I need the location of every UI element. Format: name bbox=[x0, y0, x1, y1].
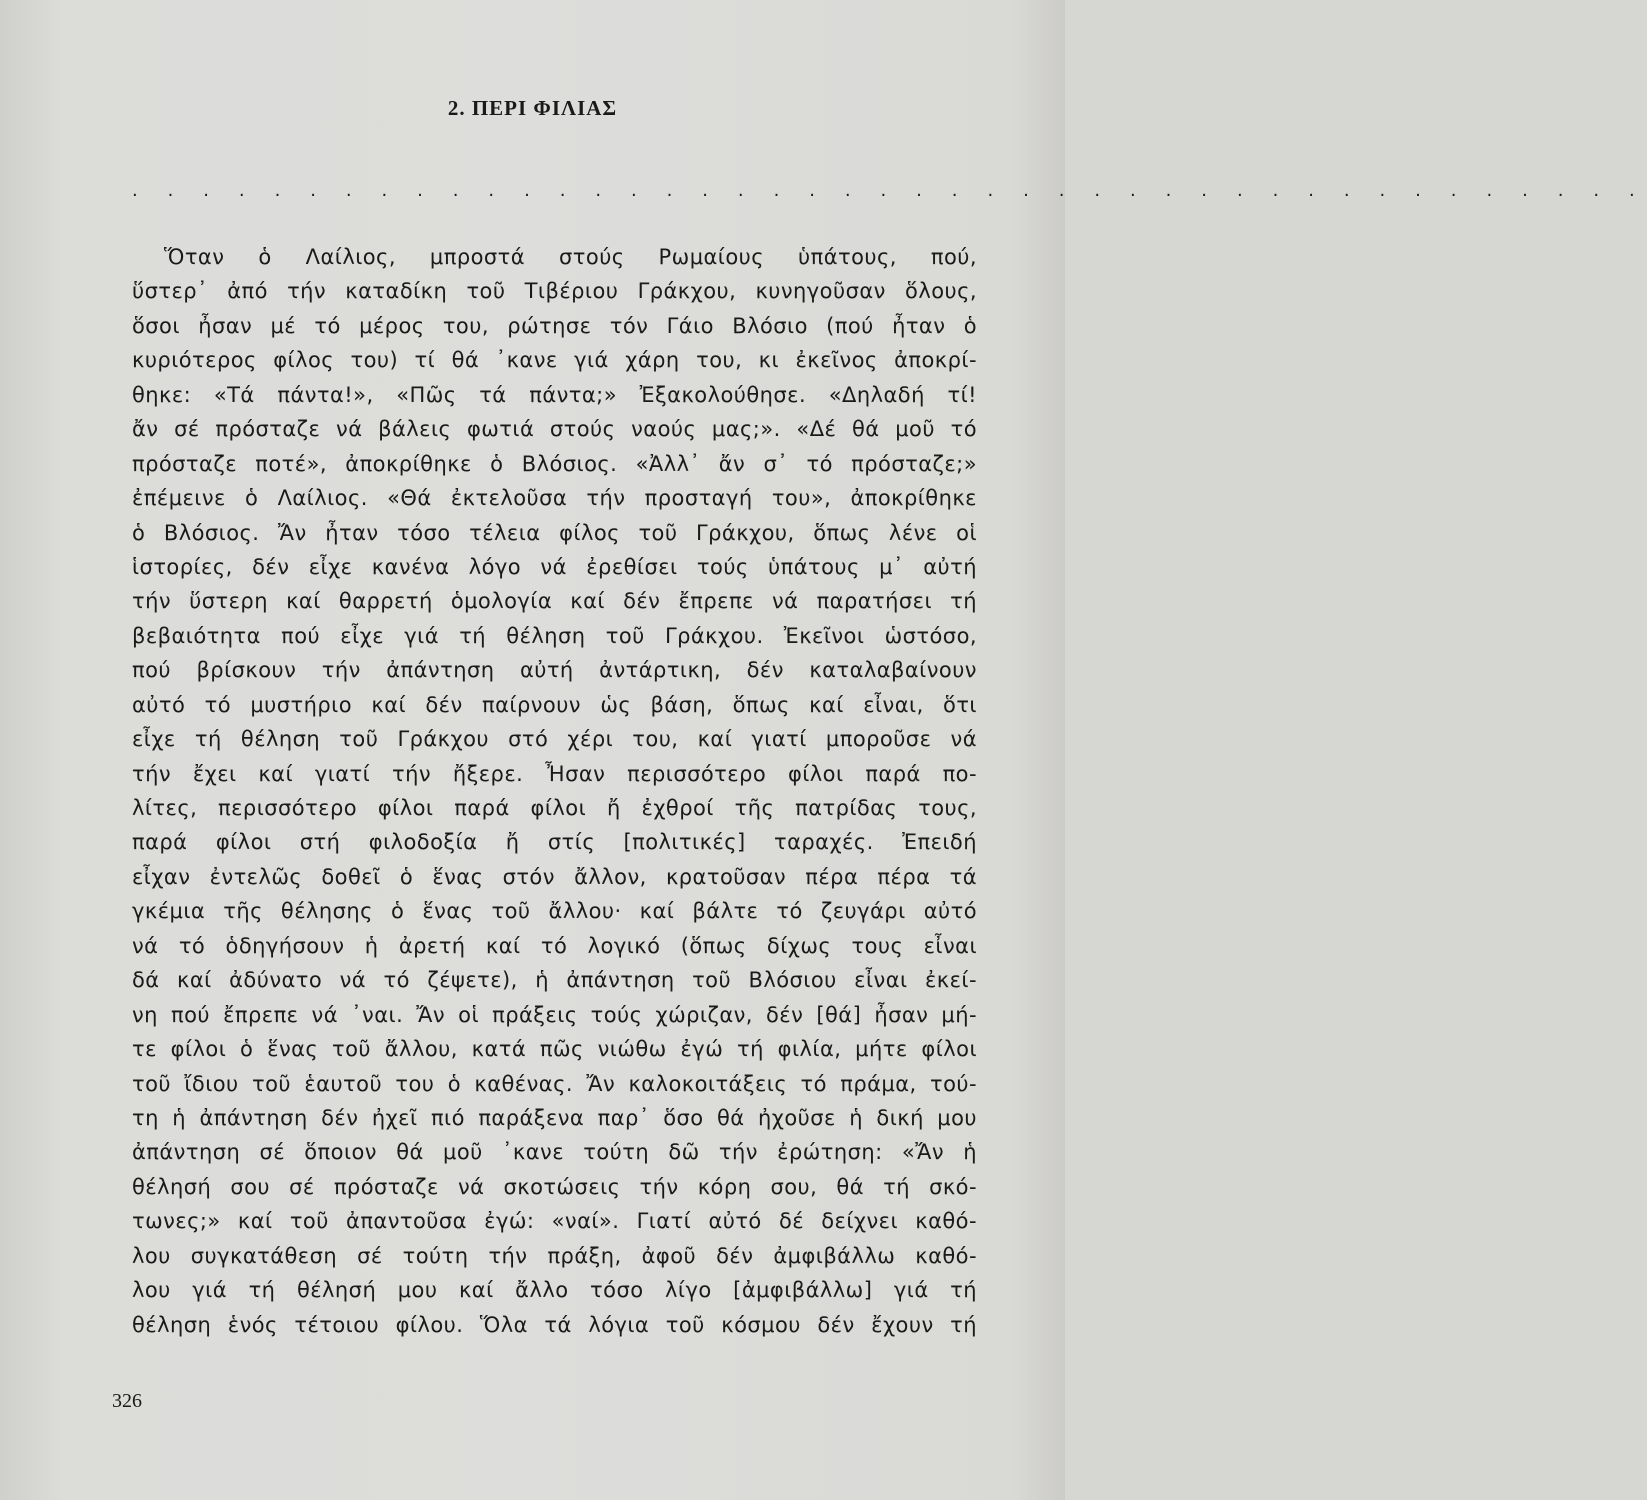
text-line: αὐτό τό μυστήριο καί δέν παίρνουν ὡς βάση, ὅπως καί εἶναι, ὅτι bbox=[132, 692, 977, 717]
text-line: ὕστερ᾽ ἀπό τήν καταδίκη τοῦ Τιβέριου Γράκχου, κυνηγοῦσαν ὅλους, bbox=[132, 279, 977, 304]
text-line: τήν ὕστερη καί θαρρετή ὁμολογία καί δέν ἔπρεπε νά παρατήσει τή bbox=[132, 589, 977, 614]
text-line: τη ἡ ἀπάντηση δέν ἠχεῖ πιό παράξενα παρ᾽ ὅσο θά ἠχοῦσε ἡ δική μου bbox=[132, 1105, 977, 1130]
text-line: βεβαιότητα πού εἶχε γιά τή θέληση τοῦ Γράκχου. Ἐκεῖνοι ὡστόσο, bbox=[132, 623, 977, 648]
text-line: πού βρίσκουν τήν ἀπάντηση αὐτή ἀντάρτικη, δέν καταλαβαίνουν bbox=[132, 658, 977, 683]
text-line: τήν ἔχει καί γιατί τήν ἤξερε. Ἦσαν περισσότερο φίλοι παρά πο- bbox=[132, 761, 977, 786]
text-line: παρά φίλοι στή φιλοδοξία ἤ στίς [πολιτικές] ταραχές. Ἐπειδή bbox=[132, 830, 977, 855]
text-line: λίτες, περισσότερο φίλοι παρά φίλοι ἤ ἐχθροί τῆς πατρίδας τους, bbox=[132, 796, 977, 820]
text-line: ἱστορίες, δέν εἶχε κανένα λόγο νά ἐρεθίσει τούς ὑπάτους μ᾽ αὐτή bbox=[132, 554, 977, 579]
text-line: θέληση ἑνός τέτοιου φίλου. Ὅλα τά λόγια τοῦ κόσμου δέν ἔχουν τή bbox=[132, 1312, 977, 1337]
text-line: πρόσταζε ποτέ», ἀποκρίθηκε ὁ Βλόσιος. «Ἀλλ᾽ ἄν σ᾽ τό πρόσταζε;» bbox=[132, 451, 977, 476]
text-line: τε φίλοι ὁ ἕνας τοῦ ἄλλου, κατά πῶς νιώθω ἐγώ τή φιλία, μήτε φίλοι bbox=[132, 1037, 977, 1062]
text-line: λου γιά τή θέλησή μου καί ἄλλο τόσο λίγο [ἀμφιβάλλω] γιά τή bbox=[132, 1278, 977, 1303]
text-line: ὁ Βλόσιος. Ἄν ἦταν τόσο τέλεια φίλος τοῦ Γράκχου, ὅπως λένε οἱ bbox=[132, 520, 977, 545]
text-line: δά καί ἀδύνατο νά τό ζέψετε), ἡ ἀπάντηση τοῦ Βλόσιου εἶναι ἐκεί- bbox=[132, 968, 977, 993]
text-line: ἐπέμεινε ὁ Λαίλιος. «Θά ἐκτελοῦσα τήν προσταγή του», ἀποκρίθηκε bbox=[132, 486, 977, 511]
text-line: Ὅταν ὁ Λαίλιος, μπροστά στούς Ρωμαίους ὑπάτους, πού, bbox=[164, 245, 977, 269]
text-line: ἄν σέ πρόσταζε νά βάλεις φωτιά στούς ναούς μας;». «Δέ θά μοῦ τό bbox=[132, 417, 977, 442]
page-number: 326 bbox=[112, 1390, 142, 1412]
text-line: γκέμια τῆς θέλησης ὁ ἕνας τοῦ ἄλλου· καί βάλτε τό ζευγάρι αὐτό bbox=[132, 899, 977, 924]
text-line: τοῦ ἴδιου τοῦ ἑαυτοῦ του ὁ καθένας. Ἄν καλοκοιτάξεις τό πράμα, τού- bbox=[132, 1071, 977, 1096]
text-line: τωνες;» καί τοῦ ἀπαντοῦσα ἐγώ: «ναί». Γιατί αὐτό δέ δείχνει καθό- bbox=[132, 1209, 977, 1234]
text-line: θηκε: «Τά πάντα!», «Πῶς τά πάντα;» Ἐξακολούθησε. «Δηλαδή τί! bbox=[132, 382, 977, 407]
ellipsis-separator: · · · · · · · · · · · · · · · · · · · · · · · · · · · · · · · · · · · · · · · · · · · bbox=[132, 185, 1647, 206]
text-line: εἶχαν ἐντελῶς δοθεῖ ὁ ἕνας στόν ἄλλον, κρατοῦσαν πέρα πέρα τά bbox=[132, 864, 977, 889]
text-line: ὅσοι ἦσαν μέ τό μέρος του, ρώτησε τόν Γάιο Βλόσιο (πού ἦταν ὁ bbox=[132, 313, 977, 338]
text-line: θέλησή σου σέ πρόσταζε νά σκοτώσεις τήν κόρη σου, θά τή σκό- bbox=[132, 1174, 977, 1199]
text-line: ἀπάντηση σέ ὅποιον θά μοῦ ᾽κανε τούτη δῶ τήν ἐρώτηση: «Ἄν ἡ bbox=[132, 1140, 977, 1165]
text-line: νη πού ἔπρεπε νά ᾽ναι. Ἄν οἱ πράξεις τούς χώριζαν, δέν [θά] ἦσαν μή- bbox=[132, 1002, 977, 1027]
text-line: λου συγκατάθεση σέ τούτη τήν πράξη, ἀφοῦ δέν ἀμφιβάλλω καθό- bbox=[132, 1243, 977, 1268]
body-text bbox=[132, 240, 977, 1342]
chapter-title: 2. ΠΕΡΙ ΦΙΛΙΑΣ bbox=[447, 96, 618, 120]
text-line: νά τό ὁδηγήσουν ἡ ἀρετή καί τό λογικό (ὅπως δίχως τους εἶναι bbox=[132, 933, 977, 958]
text-line: εἶχε τή θέληση τοῦ Γράκχου στό χέρι του, καί γιατί μποροῦσε νά bbox=[132, 727, 977, 752]
text-line: κυριότερος φίλος του) τί θά ᾽κανε γιά χάρη του, κι ἐκεῖνος ἀποκρί- bbox=[132, 348, 977, 373]
